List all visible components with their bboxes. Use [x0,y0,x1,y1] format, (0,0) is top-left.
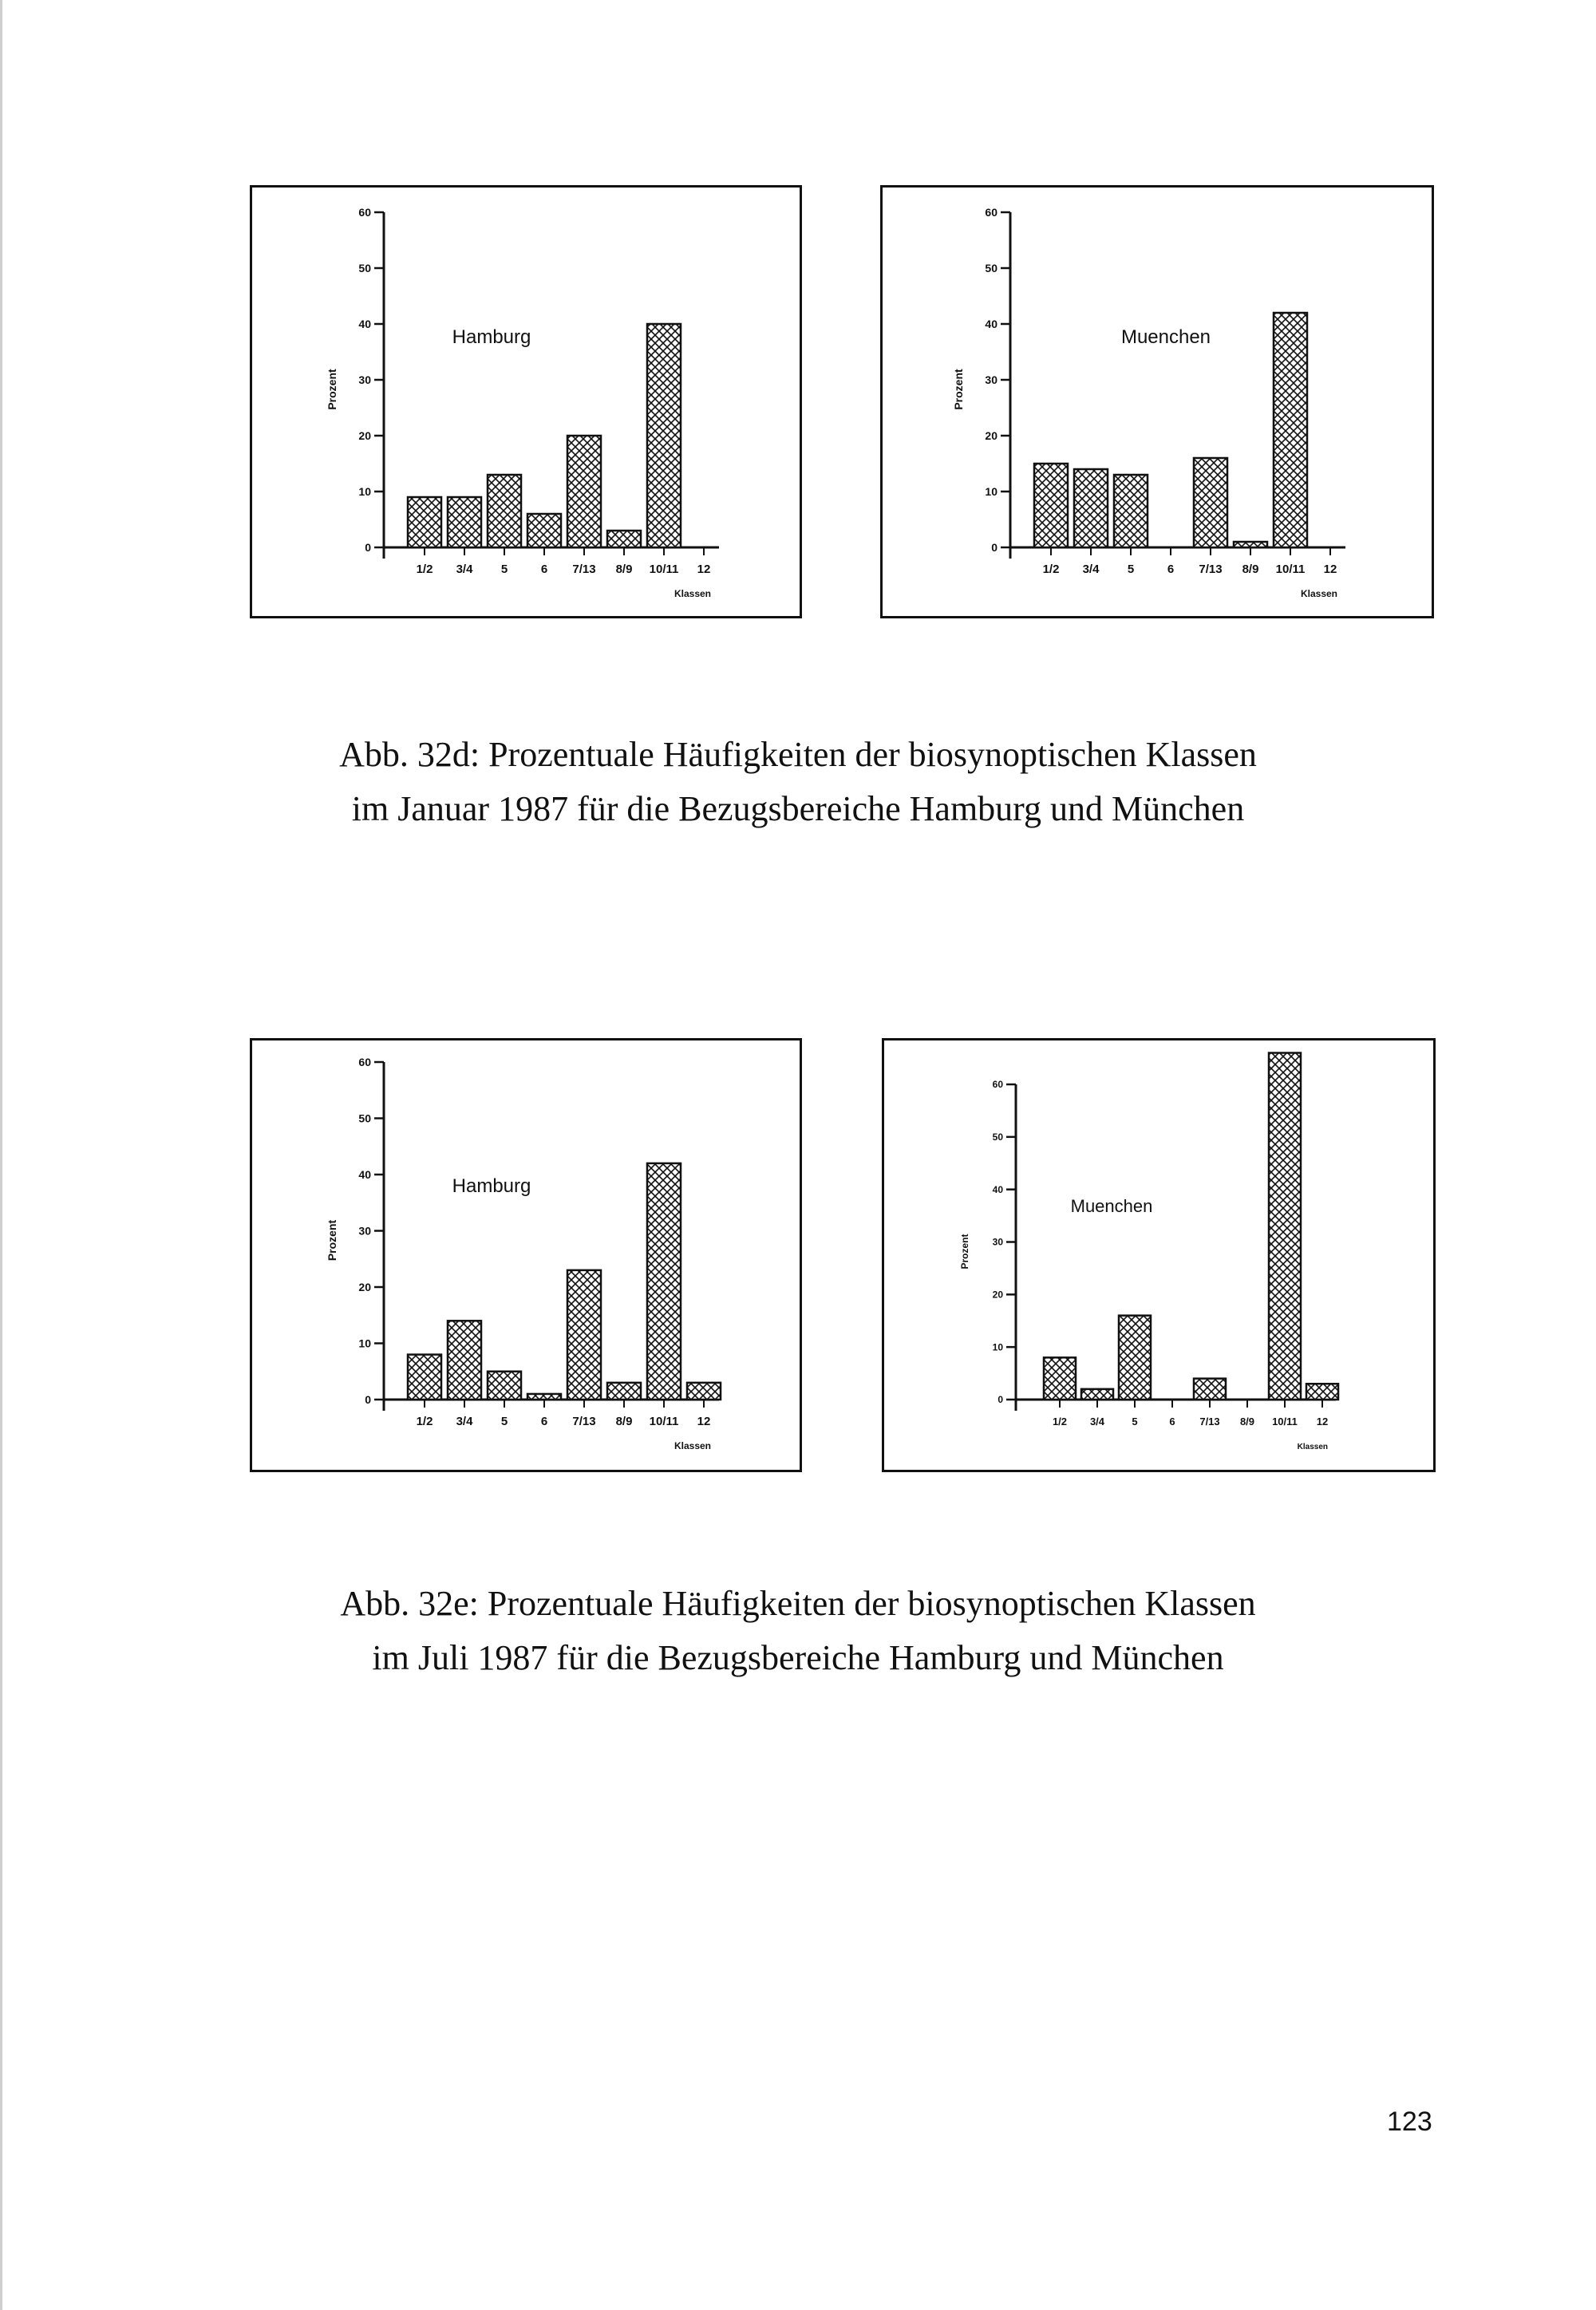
y-tick-label: 30 [985,373,998,386]
bar [647,1163,681,1400]
bar [1044,1357,1076,1400]
bar [448,497,481,547]
x-tick-label: 6 [540,1415,548,1428]
y-tick-label: 30 [358,1224,371,1238]
x-tick-label: 7/13 [1199,1416,1220,1427]
x-tick-label: 6 [1169,1416,1175,1427]
y-axis-label: Prozent [952,369,965,410]
x-tick-label: 3/4 [456,563,473,576]
chart-title: Muenchen [1070,1196,1153,1216]
bar [1306,1384,1338,1400]
bar [1114,475,1148,547]
x-tick-label: 3/4 [1082,563,1100,576]
chart-title: Hamburg [452,326,531,348]
y-axis-label: Prozent [326,369,338,410]
y-tick-label: 10 [358,484,371,498]
x-tick-label: 8/9 [1239,1416,1255,1427]
x-tick-label: 1/2 [1042,563,1060,576]
bar [1234,542,1267,547]
y-tick-label: 10 [992,1341,1003,1353]
x-tick-label: 10/11 [1272,1416,1298,1427]
y-tick-label: 20 [358,428,371,442]
bar [607,1383,641,1400]
y-tick-label: 0 [991,540,998,554]
x-tick-label: 6 [1167,563,1175,576]
chart-hamburg-juli [250,1038,802,1472]
x-tick-label: 10/11 [1275,563,1306,576]
chart-svg [252,1040,800,1470]
caption-32e-line1: Abb. 32e: Prozentuale Häufigkeiten der biosynoptischen Klassen [340,1584,1256,1623]
bar [488,475,521,547]
bar [567,436,601,547]
chart-muenchen-januar [880,185,1434,618]
y-tick-label: 10 [358,1337,371,1350]
caption-32e [0,1577,1596,1685]
chart-title: Hamburg [452,1175,531,1197]
bar [1081,1389,1113,1400]
x-tick-label: 1/2 [416,1415,433,1428]
chart-svg [883,188,1432,616]
x-tick-label: 5 [500,1415,508,1428]
chart-title: Muenchen [1120,326,1211,348]
chart-hamburg-januar [250,185,802,618]
y-axis-label: Prozent [959,1234,970,1270]
y-tick-label: 60 [358,1055,371,1068]
y-tick-label: 0 [365,1392,371,1406]
y-tick-label: 30 [358,373,371,386]
y-tick-label: 40 [358,317,371,330]
x-axis-label: Klassen [1300,588,1337,599]
y-tick-label: 20 [358,1280,371,1293]
bar [567,1270,601,1400]
x-tick-label: 6 [540,563,548,576]
bar [1194,1379,1226,1400]
y-tick-label: 20 [985,428,998,442]
y-tick-label: 40 [992,1183,1003,1195]
scan-edge [0,0,2,2310]
bar [1074,469,1108,547]
chart-svg [884,1040,1433,1470]
bar [1274,313,1307,547]
x-tick-label: 12 [1316,1416,1329,1427]
caption-32e-line2: im Juli 1987 für die Bezugsbereiche Hamburg und München [372,1638,1224,1677]
caption-32d-line2: im Januar 1987 für die Bezugsbereiche Hamburg und München [351,789,1245,828]
y-tick-label: 30 [992,1236,1003,1248]
x-tick-label: 12 [1323,563,1337,576]
chart-svg [252,188,800,616]
y-tick-label: 60 [358,205,371,219]
x-tick-label: 5 [500,563,508,576]
y-tick-label: 0 [998,1394,1003,1406]
x-tick-label: 3/4 [456,1415,473,1428]
y-tick-label: 40 [358,1167,371,1181]
x-tick-label: 8/9 [615,1415,633,1428]
x-tick-label: 5 [1127,563,1135,576]
x-axis-label: Klassen [674,1440,711,1451]
bar [408,1355,441,1400]
y-tick-label: 20 [992,1289,1003,1301]
x-tick-label: 12 [697,563,711,576]
bar [1269,1053,1301,1400]
chart-muenchen-juli [882,1038,1436,1472]
x-axis-label: Klassen [1297,1443,1328,1451]
x-tick-label: 7/13 [572,563,596,576]
x-tick-label: 10/11 [649,1415,679,1428]
y-tick-label: 50 [358,1112,371,1125]
y-tick-label: 60 [985,205,998,219]
bar [1119,1316,1151,1400]
x-tick-label: 3/4 [1089,1416,1105,1427]
y-tick-label: 50 [358,261,371,274]
bar [687,1383,721,1400]
y-tick-label: 50 [992,1131,1003,1143]
x-tick-label: 8/9 [615,563,633,576]
y-tick-label: 60 [992,1079,1003,1091]
y-tick-label: 50 [985,261,998,274]
caption-32d-line1: Abb. 32d: Prozentuale Häufigkeiten der biosynoptischen Klassen [339,735,1257,774]
bar [607,531,641,547]
bar [408,497,441,547]
x-tick-label: 12 [697,1415,711,1428]
x-tick-label: 5 [1132,1416,1138,1427]
bar [488,1372,521,1400]
caption-32d [0,728,1596,836]
y-tick-label: 40 [985,317,998,330]
x-tick-label: 7/13 [1199,563,1223,576]
bar [527,514,561,547]
x-tick-label: 1/2 [1052,1416,1068,1427]
x-tick-label: 8/9 [1242,563,1259,576]
x-tick-label: 7/13 [572,1415,596,1428]
x-axis-label: Klassen [674,588,711,599]
x-tick-label: 10/11 [649,563,679,576]
bar [1034,464,1068,547]
y-axis-label: Prozent [326,1219,338,1262]
x-tick-label: 1/2 [416,563,433,576]
bar [647,324,681,547]
page-number: 123 [1387,2107,1432,2137]
bar [527,1394,561,1400]
bar [448,1321,481,1400]
y-tick-label: 0 [365,540,371,554]
bar [1194,458,1227,547]
y-tick-label: 10 [985,484,998,498]
